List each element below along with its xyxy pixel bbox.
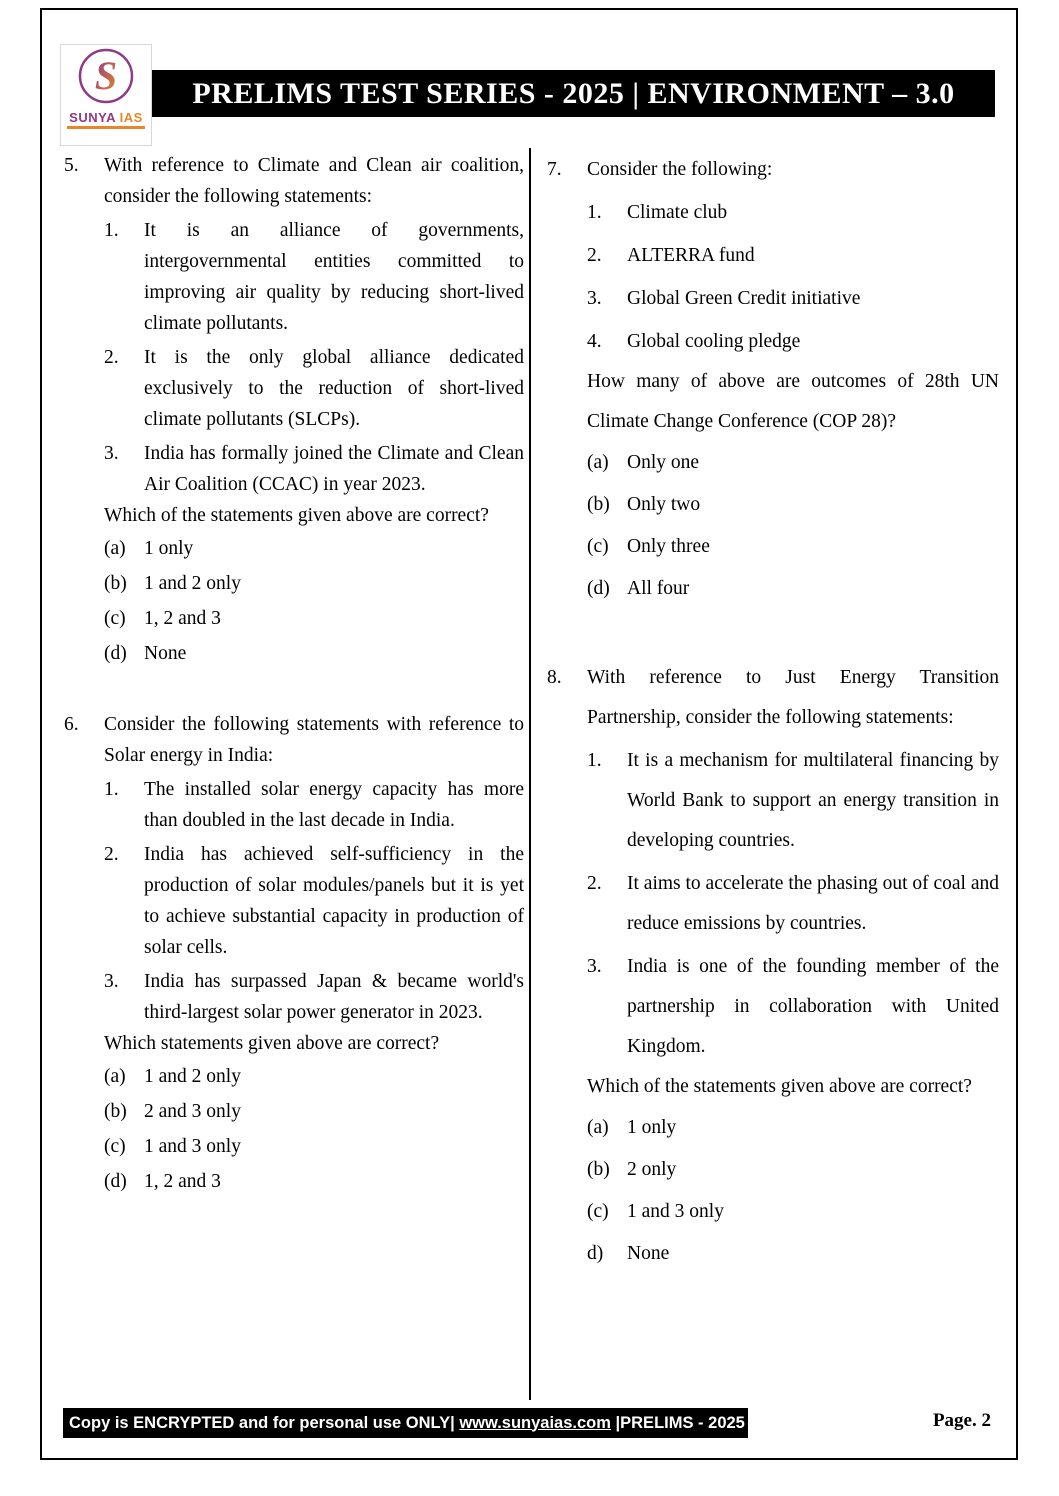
option-label: (c): [104, 608, 126, 629]
question-8: [547, 658, 999, 1275]
option-label: (a): [104, 1066, 126, 1087]
statement-row: [104, 839, 524, 963]
statement-text: India has achieved self-sufficiency in the production of solar modules/panels but it is yet to achieve substantial capacity in production of solar cells.: [144, 844, 524, 958]
sunya-ias-logo: [60, 44, 152, 146]
option-text: 1 and 3 only: [144, 1136, 241, 1157]
option-label: (d): [587, 578, 610, 599]
option-text: None: [627, 1243, 670, 1264]
statement-row: [104, 215, 524, 339]
question-intro: With reference to Just Energy Transition Partnership, consider the following statements:: [587, 667, 999, 728]
option-row: [104, 531, 524, 566]
option-label: d): [587, 1243, 604, 1264]
statement-number: 1.: [587, 202, 602, 223]
statement-list: [104, 215, 524, 500]
page-title: PRELIMS TEST SERIES - 2025 | ENVIRONMENT – 3.0: [152, 70, 995, 117]
option-row: [587, 1191, 999, 1233]
statement-number: 2.: [104, 844, 119, 865]
option-label: (a): [587, 1117, 609, 1138]
option-label: (b): [104, 1101, 127, 1122]
statement-text: Global Green Credit initiative: [627, 288, 861, 309]
question-number: 5.: [64, 155, 79, 176]
statement-row: [587, 236, 999, 276]
option-row: [104, 1094, 524, 1129]
statement-number: 2.: [587, 873, 602, 894]
option-text: 1, 2 and 3: [144, 608, 221, 629]
statement-row: [104, 438, 524, 500]
question-intro: With reference to Climate and Clean air coalition, consider the following statements:: [104, 155, 524, 207]
statement-text: It aims to accelerate the phasing out of coal and reduce emissions by countries.: [627, 873, 999, 934]
statement-number: 4.: [587, 331, 602, 352]
option-label: (d): [104, 1171, 127, 1192]
question-7: [547, 150, 999, 610]
statement-text: It is an alliance of governments, intergovernmental entities committed to improving air quality by reducing short-lived climate pollutants.: [144, 220, 524, 334]
statement-number: 1.: [587, 750, 602, 771]
statement-text: India has formally joined the Climate and Clean Air Coalition (CCAC) in year 2023.: [144, 443, 524, 495]
option-text: Only three: [627, 536, 710, 557]
footer-website-link[interactable]: www.sunyaias.com: [459, 1413, 611, 1432]
logo-brand-secondary: IAS: [119, 110, 143, 125]
option-text: 1 only: [627, 1117, 677, 1138]
option-label: (d): [104, 643, 127, 664]
statement-number: 1.: [104, 220, 119, 241]
option-label: (b): [104, 573, 127, 594]
option-row: [587, 484, 999, 526]
question-prompt: Which of the statements given above are correct?: [104, 505, 489, 526]
footer-bar: [63, 1408, 748, 1438]
option-row: [587, 526, 999, 568]
option-row: [104, 566, 524, 601]
statement-list: [587, 741, 999, 1067]
statement-row: [587, 741, 999, 861]
option-text: None: [144, 643, 187, 664]
option-row: [587, 1149, 999, 1191]
option-row: [587, 1107, 999, 1149]
statement-text: It is the only global alliance dedicated exclusively to the reduction of short-lived climate pollutants (SLCPs).: [144, 347, 524, 430]
option-label: (c): [104, 1136, 126, 1157]
statement-row: [587, 864, 999, 944]
statement-number: 3.: [587, 956, 602, 977]
option-text: 2 and 3 only: [144, 1101, 241, 1122]
statement-number: 3.: [587, 288, 602, 309]
statement-number: 3.: [104, 443, 119, 464]
option-label: (b): [587, 1159, 610, 1180]
statement-row: [587, 947, 999, 1067]
option-text: 1 and 2 only: [144, 1066, 241, 1087]
option-text: 1 and 3 only: [627, 1201, 724, 1222]
option-label: (a): [587, 452, 609, 473]
option-list: [587, 1107, 999, 1275]
option-text: Only one: [627, 452, 700, 473]
question-intro: Consider the following statements with reference to Solar energy in India:: [104, 714, 524, 766]
left-column: [64, 150, 524, 1199]
question-6: [64, 709, 524, 1199]
question-prompt: How many of above are outcomes of 28th UN Climate Change Conference (COP 28)?: [587, 371, 999, 432]
option-text: 2 only: [627, 1159, 677, 1180]
statement-text: India is one of the founding member of the partnership in collaboration with United Kingdom.: [627, 956, 999, 1057]
option-row: [587, 1233, 999, 1275]
option-text: Only two: [627, 494, 701, 515]
statement-text: Climate club: [627, 202, 728, 223]
question-number: 8.: [547, 667, 562, 688]
option-row: [104, 601, 524, 636]
option-row: [104, 1129, 524, 1164]
statement-row: [104, 966, 524, 1028]
page-number: Page. 2: [932, 1410, 991, 1431]
option-text: 1 and 2 only: [144, 573, 241, 594]
statement-list: [104, 774, 524, 1028]
statement-text: The installed solar energy capacity has more than doubled in the last decade in India.: [144, 779, 524, 831]
statement-number: 3.: [104, 971, 119, 992]
sunya-logo-icon: [77, 47, 135, 110]
column-divider: [529, 148, 531, 1400]
footer-series-text: |PRELIMS - 2025: [610, 1413, 745, 1432]
option-text: All four: [627, 578, 690, 599]
question-number: 7.: [547, 159, 562, 180]
option-row: [587, 442, 999, 484]
option-row: [104, 1164, 524, 1199]
question-intro: Consider the following:: [587, 159, 773, 180]
statement-row: [587, 193, 999, 233]
statement-number: 1.: [104, 779, 119, 800]
question-number: 6.: [64, 714, 79, 735]
statement-number: 2.: [104, 347, 119, 368]
statement-list: [587, 193, 999, 362]
option-label: (c): [587, 1201, 609, 1222]
question-prompt: Which of the statements given above are correct?: [587, 1076, 972, 1097]
statement-row: [587, 322, 999, 362]
statement-text: Global cooling pledge: [627, 331, 801, 352]
option-list: [587, 442, 999, 610]
logo-brand-primary: SUNYA: [69, 110, 116, 125]
footer-copyright-text: Copy is ENCRYPTED and for personal use ONLY|: [69, 1413, 460, 1432]
statement-row: [104, 342, 524, 435]
statement-text: India has surpassed Japan & became world's third-largest solar power generator in 2023.: [144, 971, 524, 1023]
option-row: [587, 568, 999, 610]
option-row: [104, 1059, 524, 1094]
option-label: (a): [104, 538, 126, 559]
option-label: (b): [587, 494, 610, 515]
logo-wordmark: [67, 110, 145, 129]
svg-text:S: S: [94, 53, 118, 98]
statement-text: ALTERRA fund: [627, 245, 755, 266]
option-text: 1, 2 and 3: [144, 1171, 221, 1192]
right-column: [547, 150, 999, 1275]
option-text: 1 only: [144, 538, 194, 559]
option-label: (c): [587, 536, 609, 557]
statement-number: 2.: [587, 245, 602, 266]
question-5: [64, 150, 524, 671]
option-row: [104, 636, 524, 671]
option-list: [104, 531, 524, 671]
statement-row: [587, 279, 999, 319]
statement-row: [104, 774, 524, 836]
option-list: [104, 1059, 524, 1199]
question-prompt: Which statements given above are correct?: [104, 1033, 440, 1054]
statement-text: It is a mechanism for multilateral financing by World Bank to support an energy transition in developing countries.: [627, 750, 999, 851]
